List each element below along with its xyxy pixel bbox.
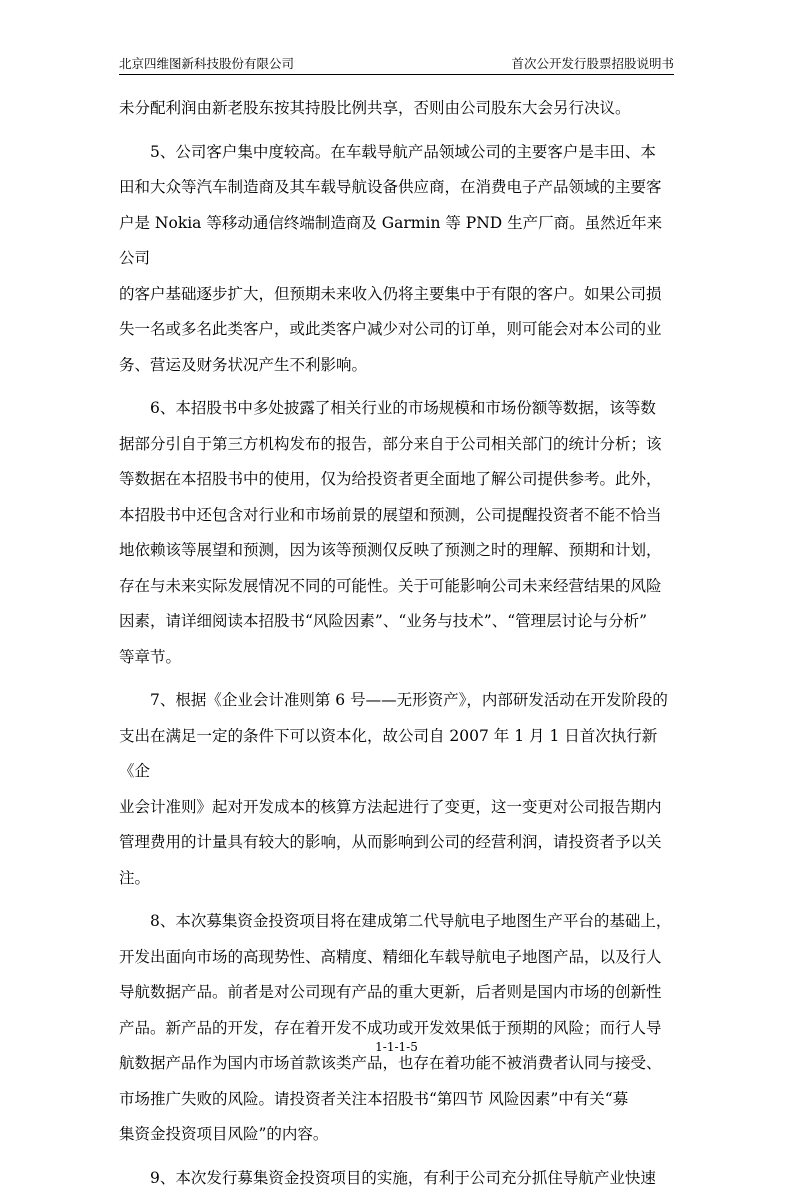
- text-line: 6、本招股书中多处披露了相关行业的市场规模和市场份额等数据，该等数: [119, 391, 674, 427]
- text-line: 导航数据产品。前者是对公司现有产品的重大更新，后者则是国内市场的创新性: [119, 975, 674, 1011]
- text-line: 市场推广失败的风险。请投资者关注本招股书“第四节 风险因素”中有关“募: [119, 1082, 674, 1118]
- text-line: 田和大众等汽车制造商及其车载导航设备供应商，在消费电子产品领域的主要客: [119, 170, 674, 206]
- paragraph-gap: [119, 675, 674, 683]
- text-line: 务、营运及财务状况产生不利影响。: [119, 348, 674, 384]
- text-line: 户是 Nokia 等移动通信终端制造商及 Garmin 等 PND 生产厂商。虽然近年来公司: [119, 206, 674, 277]
- text-line: 业会计准则》起对开发成本的核算方法起进行了变更，这一变更对公司报告期内: [119, 790, 674, 826]
- text-line: 9、本次发行募集资金投资项目的实施，有利于公司充分抓住导航产业快速: [119, 1161, 674, 1196]
- paragraph-gap: [119, 383, 674, 391]
- text-line: 注。: [119, 861, 674, 897]
- paragraph: [119, 135, 674, 384]
- text-line: 等章节。: [119, 640, 674, 676]
- header-document-title: 首次公开发行股票招股说明书: [511, 54, 674, 72]
- page-header: [119, 52, 674, 75]
- text-line: 未分配利润由新老股东按其持股比例共享，否则由公司股东大会另行决议。: [119, 91, 674, 127]
- paragraph-gap: [119, 1153, 674, 1161]
- text-line: 的客户基础逐步扩大，但预期未来收入仍将主要集中于有限的客户。如果公司损: [119, 277, 674, 313]
- text-line: 存在与未来实际发展情况不同的可能性。关于可能影响公司未来经营结果的风险: [119, 569, 674, 605]
- text-line: 产品。新产品的开发，存在着开发不成功或开发效果低于预期的风险；而行人导: [119, 1011, 674, 1047]
- text-line: 因素，请详细阅读本招股书“风险因素”、“业务与技术”、“管理层讨论与分析”: [119, 604, 674, 640]
- text-line: 8、本次募集资金投资项目将在建成第二代导航电子地图生产平台的基础上，: [119, 904, 674, 940]
- text-line: 本招股书中还包含对行业和市场前景的展望和预测，公司提醒投资者不能不恰当: [119, 498, 674, 534]
- text-line: 据部分引自于第三方机构发布的报告，部分来自于公司相关部门的统计分析；该: [119, 427, 674, 463]
- header-company-name: 北京四维图新科技股份有限公司: [119, 54, 294, 72]
- paragraph: [119, 1161, 674, 1196]
- text-line: 开发出面向市场的高现势性、高精度、精细化车载导航电子地图产品，以及行人: [119, 940, 674, 976]
- paragraph: [119, 904, 674, 1153]
- text-line: 失一名或多名此类客户，或此类客户减少对公司的订单，则可能会对本公司的业: [119, 312, 674, 348]
- text-line: 5、公司客户集中度较高。在车载导航产品领域公司的主要客户是丰田、本: [119, 135, 674, 171]
- text-line: 地依赖该等展望和预测，因为该等预测仅反映了预测之时的理解、预期和计划，: [119, 533, 674, 569]
- text-line: 支出在满足一定的条件下可以资本化，故公司自 2007 年 1 月 1 日首次执行新《企: [119, 719, 674, 790]
- text-line: 航数据产品作为国内市场首款该类产品，也存在着功能不被消费者认同与接受、: [119, 1046, 674, 1082]
- text-line: 集资金投资项目风险”的内容。: [119, 1117, 674, 1153]
- paragraph: [119, 91, 674, 127]
- document-body: [119, 91, 674, 1196]
- paragraph-gap: [119, 896, 674, 904]
- paragraph: [119, 683, 674, 896]
- text-line: 7、根据《企业会计准则第 6 号——无形资产》，内部研发活动在开发阶段的: [119, 683, 674, 719]
- page-number: 1-1-1-5: [0, 1040, 793, 1054]
- paragraph-gap: [119, 127, 674, 135]
- text-line: 等数据在本招股书中的使用，仅为给投资者更全面地了解公司提供参考。此外，: [119, 462, 674, 498]
- text-line: 管理费用的计量具有较大的影响，从而影响到公司的经营利润，请投资者予以关: [119, 825, 674, 861]
- paragraph: [119, 391, 674, 675]
